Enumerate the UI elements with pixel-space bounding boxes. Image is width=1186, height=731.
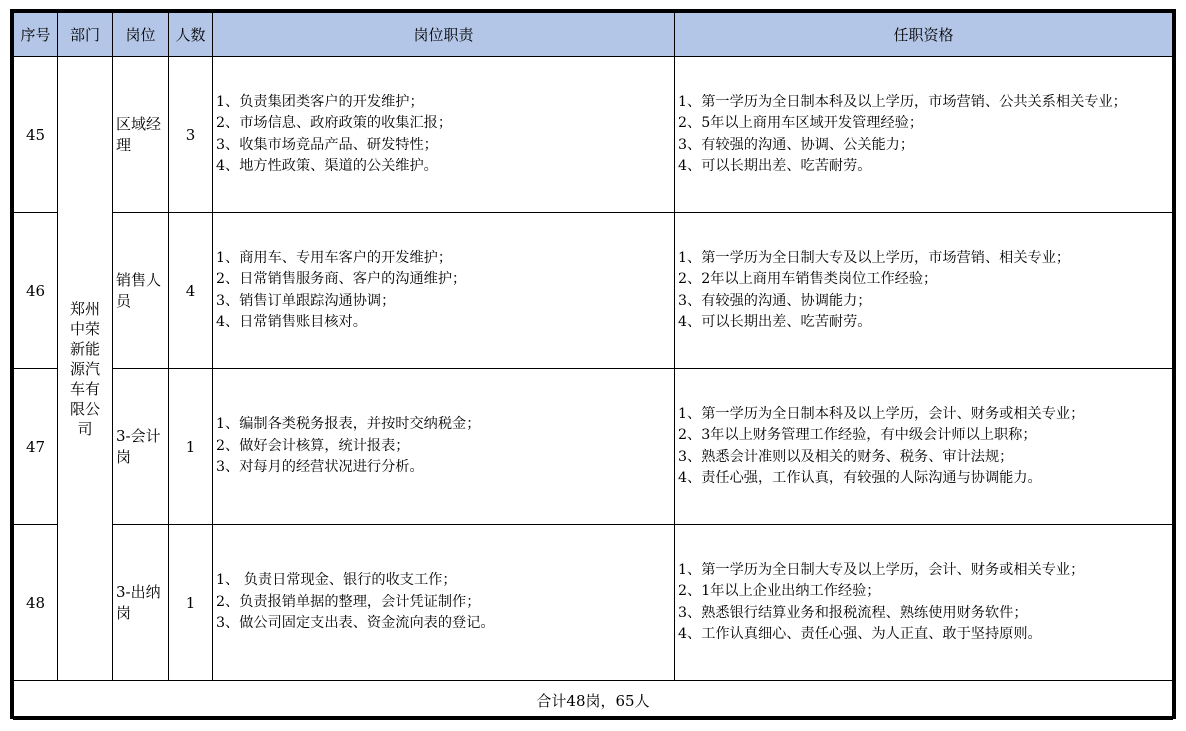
- requirement-item: 3、熟悉会计准则以及相关的财务、税务、审计法规；: [678, 448, 1014, 465]
- row-count: 3: [169, 57, 213, 213]
- duty-item: 3、对每月的经营状况进行分析。: [216, 459, 424, 476]
- row-count: 1: [169, 369, 213, 525]
- requirement-item: 2、5年以上商用车区域开发管理经验；: [678, 115, 924, 131]
- header-position: 岗位: [113, 13, 169, 57]
- table-row: [14, 525, 1173, 681]
- row-duties: [213, 525, 675, 681]
- duty-item: 2、负责报销单据的整理，会计凭证制作；: [216, 593, 481, 610]
- department-name: 郑州中荣新能源汽车有限公司: [69, 299, 100, 438]
- row-seq: 45: [14, 57, 58, 213]
- job-table: [13, 12, 1173, 720]
- duty-item: 2、日常销售服务商、客户的沟通维护；: [216, 271, 467, 287]
- row-requirements: [675, 525, 1173, 681]
- department-cell: [58, 57, 113, 681]
- header-duties: 岗位职责: [213, 13, 675, 57]
- row-duties: [213, 57, 675, 213]
- requirement-item: 4、可以长期出差、吃苦耐劳。: [678, 314, 872, 330]
- requirement-item: 2、3年以上财务管理工作经验，有中级会计师以上职称；: [678, 427, 1037, 443]
- requirement-item: 1、第一学历为全日制本科及以上学历，市场营销、公共关系相关专业；: [678, 93, 1127, 110]
- row-position: 3-会计岗: [113, 369, 169, 525]
- requirement-item: 3、有较强的沟通、协调、公关能力；: [678, 136, 915, 153]
- header-dept: 部门: [58, 13, 113, 57]
- row-position: 3-出纳岗: [113, 525, 169, 681]
- requirement-item: 4、可以长期出差、吃苦耐劳。: [678, 158, 872, 174]
- row-count: 4: [169, 213, 213, 369]
- duty-item: 1、负责集团类客户的开发维护；: [216, 93, 424, 110]
- job-table-sheet: [10, 9, 1176, 719]
- row-seq: 48: [14, 525, 58, 681]
- requirement-item: 4、责任心强，工作认真，有较强的人际沟通与协调能力。: [678, 470, 1042, 486]
- total-row: [14, 681, 1173, 720]
- duty-item: 2、市场信息、政府政策的收集汇报；: [216, 115, 453, 131]
- duty-item: 1、 负责日常现金、银行的收支工作；: [216, 572, 457, 589]
- duty-item: 4、地方性政策、渠道的公关维护。: [216, 158, 438, 174]
- duty-item: 4、日常销售账目核对。: [216, 314, 367, 330]
- requirement-item: 4、工作认真细心、责任心强、为人正直、敢于坚持原则。: [678, 626, 1042, 642]
- row-position: 销售人员: [113, 213, 169, 369]
- duty-item: 3、收集市场竞品产品、研发特性；: [216, 136, 438, 153]
- row-duties: [213, 369, 675, 525]
- header-requirements: 任职资格: [675, 13, 1173, 57]
- requirement-item: 2、1年以上企业出纳工作经验；: [678, 583, 881, 599]
- table-row: [14, 213, 1173, 369]
- row-requirements: [675, 213, 1173, 369]
- duty-item: 1、商用车、专用车客户的开发维护；: [216, 249, 453, 266]
- duty-item: 2、做好会计核算，统计报表；: [216, 437, 410, 454]
- row-count: 1: [169, 525, 213, 681]
- row-requirements: [675, 369, 1173, 525]
- row-seq: 46: [14, 213, 58, 369]
- table-row: [14, 57, 1173, 213]
- total-summary: 合计48岗，65人: [14, 681, 1173, 720]
- requirement-item: 3、熟悉银行结算业务和报税流程、熟练使用财务软件；: [678, 604, 1028, 621]
- duty-item: 3、做公司固定支出表、资金流向表的登记。: [216, 615, 495, 632]
- row-requirements: [675, 57, 1173, 213]
- requirement-item: 2、2年以上商用车销售类岗位工作经验；: [678, 271, 938, 287]
- header-row: [14, 13, 1173, 57]
- requirement-item: 1、第一学历为全日制本科及以上学历，会计、财务或相关专业；: [678, 405, 1085, 422]
- requirement-item: 3、有较强的沟通、协调能力；: [678, 292, 872, 309]
- row-seq: 47: [14, 369, 58, 525]
- duty-item: 3、销售订单跟踪沟通协调；: [216, 292, 396, 309]
- header-seq: 序号: [14, 13, 58, 57]
- requirement-item: 1、第一学历为全日制大专及以上学历，会计、财务或相关专业；: [678, 561, 1085, 578]
- requirement-item: 1、第一学历为全日制大专及以上学历，市场营销、相关专业；: [678, 249, 1071, 266]
- duty-item: 1、编制各类税务报表，并按时交纳税金；: [216, 416, 481, 433]
- header-count: 人数: [169, 13, 213, 57]
- row-position: 区域经理: [113, 57, 169, 213]
- row-duties: [213, 213, 675, 369]
- table-row: [14, 369, 1173, 525]
